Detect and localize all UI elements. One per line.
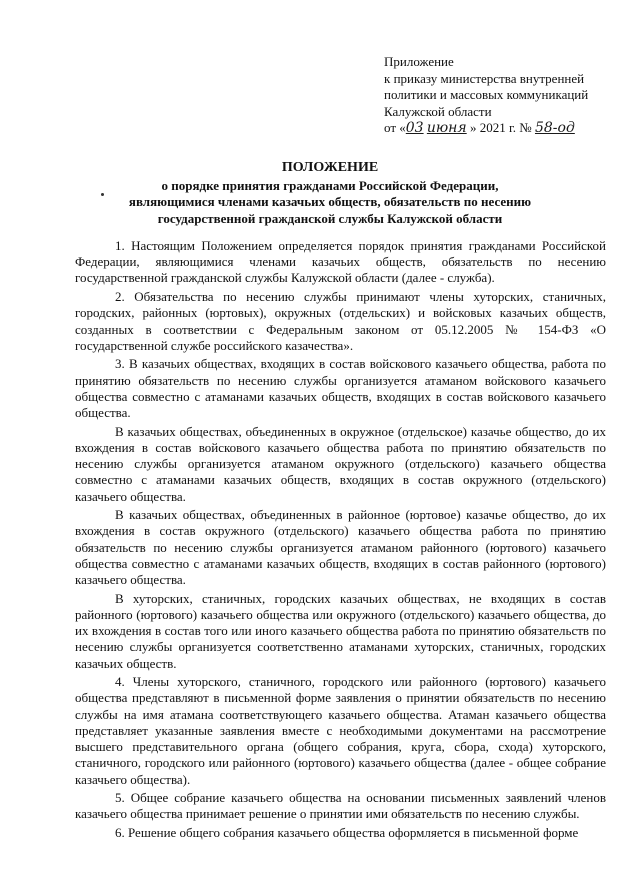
- appendix-date-line: [384, 120, 624, 137]
- title-line-3: государственной гражданской службы Калужской области: [157, 210, 503, 226]
- appendix-order-line: к приказу министерства внутренней: [384, 70, 585, 86]
- paragraph-3-rayon: В казачьих обществах, объединенных в районное (юртовое) казачье общество, до их вхождения в состав окружного (отдельского) казачьего общества работа по принятию обязательств по несению службы организуется атаманом районного (юртового) казачьего общества совместно с атаманами казачьих обществ, входящих в состав районного (юртового) казачьего общества.: [75, 507, 606, 588]
- paragraph-2: 2. Обязательства по несению службы принимают члены хуторских, станичных, городских, районных (юртовых), окружных (отдельских) и войсковых казачьих обществ, созданных в соответствии с Федеральным законом от 05.12.2005 № 154-ФЗ «О государственной службе российского казачества».: [75, 289, 606, 353]
- paragraph-3-khutor: В хуторских, станичных, городских казачьих обществах, не входящих в состав районного (юртового) казачьего общества или окружного (отдельского) казачьего общества, до их вхождения в состав того или иного казачьего общества работа по принятию обязательств по несению службы организуется соответственно атаманами хуторских, станичных, городских казачьих обществ.: [75, 590, 606, 671]
- document-title: [60, 160, 600, 227]
- appendix-block: [384, 54, 624, 137]
- paragraph-3-okrug: В казачьих обществах, объединенных в окружное (отдельское) казачье общество, до их вхождения в состав войскового казачьего общества работа по принятию обязательств по несению службы организуется атаманом окружного (отдельского) казачьего общества совместно с атаманами казачьих обществ, входящих в состав окружного (отдельского) казачьего общества.: [75, 423, 606, 504]
- appendix-region-line: Калужской области: [384, 103, 492, 119]
- appendix-ministry-line: политики и массовых коммуникаций: [384, 87, 589, 102]
- title-line-1: о порядке принятия гражданами Российской Федерации,: [161, 177, 499, 193]
- paragraph-3: 3. В казачьих обществах, входящих в состав войскового казачьего общества, работа по принятию обязательств по несению службы организуется атаманом войскового казачьего общества совместно с атаманами казачьих обществ, входящих в состав войскового казачьего общества.: [75, 356, 606, 421]
- document-body: [75, 238, 606, 844]
- handwritten-month: июня: [426, 120, 467, 136]
- paragraph-1: 1. Настоящим Положением определяется порядок принятия гражданами Российской Федерации, являющимися членами казачьих обществ, обязательств по несению государственной гражданской службы Калужской области (далее - служба).: [75, 238, 606, 286]
- paragraph-4: 4. Члены хуторского, станичного, городского или районного (юртового) казачьего общества представляют в письменной форме заявления о принятии обязательств по несению службы на имя атамана соответствующего казачьего общества. Атаман казачьего общества представляет указанные заявления вместе с необходимыми документами на рассмотрение высшего представительного органа (общего собрания, круга, сбора, схода) хуторского, станичного, городского или районного (юртового) казачьего общества (далее - общее собрание казачьего общества).: [75, 674, 606, 787]
- date-prefix: от «: [384, 120, 406, 135]
- scan-speck: [101, 193, 104, 196]
- handwritten-order-number: 58-од: [534, 120, 575, 136]
- title-line-2: являющимися членами казачьих обществ, обязательств по несению: [128, 194, 532, 209]
- paragraph-6: 6. Решение общего собрания казачьего общества оформляется в письменной форме: [115, 825, 579, 841]
- title-heading: ПОЛОЖЕНИЕ: [281, 160, 379, 175]
- handwritten-day: 03: [405, 120, 424, 136]
- paragraph-5: 5. Общее собрание казачьего общества на основании письменных заявлений членов казачьего общества принимает решение о принятии ими обязательств по несению службы.: [75, 790, 606, 822]
- appendix-title: Приложение: [384, 54, 454, 69]
- date-year-text: » 2021 г. №: [469, 120, 532, 135]
